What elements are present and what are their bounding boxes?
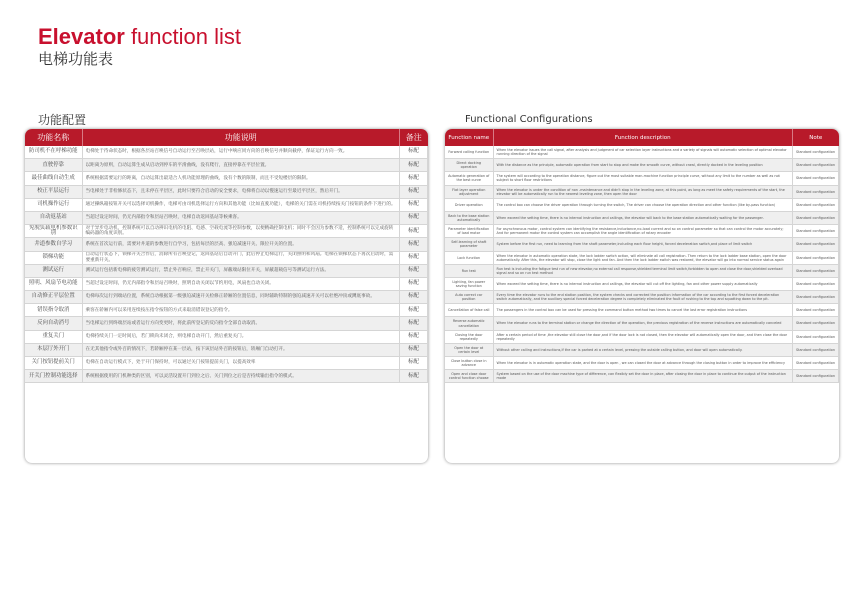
right-table-header-row	[445, 129, 839, 146]
function-description-cell: Without other calling and instructions,If the car is parked at a certain level, pressing the outside calling button, and door will open automatically.	[493, 343, 793, 356]
function-name-cell: 本层厅外开门	[25, 343, 82, 356]
right-function-table-panel	[445, 129, 839, 463]
function-description-cell: 系统在首次运行前，需要对井道的参数进行自学习，包括每层的层高、强迫减速开关、限位开关的位置。	[82, 238, 400, 251]
note-cell: 标配	[400, 146, 428, 159]
note-cell: 标配	[400, 343, 428, 356]
table-row	[445, 172, 839, 185]
table-row	[25, 198, 428, 211]
function-name-cell: Run test	[445, 264, 493, 277]
note-cell: 标配	[400, 251, 428, 264]
note-cell: Standard configuration	[793, 185, 839, 198]
function-name-cell: Lock function	[445, 251, 493, 264]
function-description-cell: 乘客在轿厢内可以采用连续按压指令按钮的方式来取消错误登记的指令。	[82, 304, 400, 317]
function-name-cell: 最佳曲线自动生成	[25, 172, 82, 185]
right-function-table	[445, 129, 839, 383]
function-description-cell: 自动运行状态下，锁梯开关合作后，消除所有召唤登记，返回基站后自动开门，此后停止电梯运行，关闭照明和风扇。电梯在锁梯状态下再次启动时，需要重新开关。	[82, 251, 400, 264]
function-name-cell: 司机操作运行	[25, 198, 82, 211]
function-name-cell: 开关门控制功能选择	[25, 370, 82, 383]
function-name-cell: 反向自动消号	[25, 317, 82, 330]
function-name-cell: Close button close in advance	[445, 357, 493, 370]
table-row	[445, 277, 839, 290]
left-function-table	[25, 129, 428, 383]
function-description-cell: 在无其他指令或外召的情况下，若轿厢停在某一层站，按下该层站外召的按钮后，轿厢门自动打开。	[82, 343, 400, 356]
function-name-cell: Cancellation of false call	[445, 304, 493, 317]
note-cell: Standard configuration	[793, 172, 839, 185]
table-row	[445, 330, 839, 343]
function-description-cell: 电梯每次运行到端站位置，系统自动根据第一级强迫减速开关检修正轿厢的位置信息，同时辅助特制的强迫减速开关可以杜绝冲顶或蹲底事故。	[82, 291, 400, 304]
note-cell: 标配	[400, 185, 428, 198]
note-cell: Standard configuration	[793, 225, 839, 238]
note-cell: Standard configuration	[793, 330, 839, 343]
function-name-cell: 井道参数自学习	[25, 238, 82, 251]
right-header-desc: Function description	[493, 129, 793, 146]
function-description-cell: 系统根据使用的门机种类的区别，可以灵活设置开门到位之后、关门到位之后是否持续输出指令的模式。	[82, 370, 400, 383]
note-cell: 标配	[400, 238, 428, 251]
function-name-cell: Direct docking operation	[445, 159, 493, 172]
note-cell: Standard configuration	[793, 159, 839, 172]
function-description-cell: When the elevator issues the call signal, after analysis and judgment of car selection layer instructions and a variety of signals will automatic selection of optimal elevator running direction of the signal	[493, 146, 793, 159]
function-description-cell: Every time the elevator runs to the end station position, the system checks and corrected the position information of the car according to the first forced deceleration switch automatically, and the auxiliary special forced deceleration degree is completely eliminated the fault of rushing to the top and squatting down to the pit.	[493, 291, 793, 304]
function-name-cell: Driver operation	[445, 198, 493, 211]
function-name-cell: Auto correct car position	[445, 291, 493, 304]
function-description-cell: When the elevator is under the condition of non -maintenance and didn't stop in the leveling zone, at this point, as long as meet the safety requirements of the start, the elevator will be automatically run to the nearest leveling zone, then open the door	[493, 185, 793, 198]
note-cell: Standard configuration	[793, 370, 839, 383]
table-row	[445, 291, 839, 304]
function-name-cell: 直驶停靠	[25, 159, 82, 172]
right-header-note: Note	[793, 129, 839, 146]
function-description-cell: When exceed the setting time, there is no internal instruction and callings, the elevator will cut off the lighting, fan and other power supply automatically	[493, 277, 793, 290]
table-row	[445, 146, 839, 159]
function-name-cell: 关门按钮提前关门	[25, 357, 82, 370]
function-name-cell: Flat layer operation adjustment	[445, 185, 493, 198]
function-description-cell: 电梯处于待命状态时，根据各层站召唤信号自动运行至召唤层站，运行中响应同方向的召唤信号并顺向截停，保证运行方向一致。	[82, 146, 400, 159]
function-name-cell: 自动返基站	[25, 211, 82, 224]
table-row	[25, 159, 428, 172]
table-row	[25, 264, 428, 277]
function-description-cell: The passengers in the control box can be used for pressing the command button method two times to cancel the last error registration instructions	[493, 304, 793, 317]
function-name-cell: Automatic generation of the best curve	[445, 172, 493, 185]
table-row	[25, 146, 428, 159]
table-row	[445, 238, 839, 251]
table-row	[25, 317, 428, 330]
function-name-cell: 测试运行	[25, 264, 82, 277]
table-row	[445, 317, 839, 330]
right-header-name: Function name	[445, 129, 493, 146]
function-name-cell: Forward calling function	[445, 146, 493, 159]
function-name-cell: Open the door at certain level	[445, 343, 493, 356]
note-cell: Standard configuration	[793, 343, 839, 356]
table-row	[25, 330, 428, 343]
function-description-cell: 系统根据需要运行的距离，自动运算出最适合人机功能原理的曲线，没有个数的限制，而且不受短楼层的限制。	[82, 172, 400, 185]
note-cell: Standard configuration	[793, 251, 839, 264]
table-row	[25, 357, 428, 370]
note-cell: Standard configuration	[793, 317, 839, 330]
table-row	[445, 185, 839, 198]
page-title	[38, 24, 241, 50]
table-row	[445, 159, 839, 172]
function-name-cell: 锁梯功能	[25, 251, 82, 264]
function-name-cell: 防司机不在呼梯功能	[25, 146, 82, 159]
page-subtitle: 电梯功能表	[38, 50, 114, 68]
table-row	[445, 357, 839, 370]
table-row	[445, 264, 839, 277]
function-description-cell: The control box can choose the driver operation through turning the switch, The driver can choose the operation direction and other function (like by-pass function)	[493, 198, 793, 211]
table-row	[25, 211, 428, 224]
function-description-cell: System based on the use of the door machine type of difference, can flexibly set the door in place, after closing the door in place to continue the output of the instruction mode	[493, 370, 793, 383]
function-description-cell: For asynchronous motor, control system can identifying the resistance,inductance,no-load current and so on control parameter so that can control the motor accurately; And for permanent motor the control system can accomplish the angle identification of rotary encoder	[493, 225, 793, 238]
note-cell: 标配	[400, 277, 428, 290]
note-cell: Standard configuration	[793, 304, 839, 317]
function-name-cell: Parameter identification of load motor	[445, 225, 493, 238]
function-name-cell: 自动修正平层位置	[25, 291, 82, 304]
function-description-cell: When the elevator is in automatic operation state, and the door is open , we can closed the door at advance through the closing button in order to improve the efficiency	[493, 357, 793, 370]
note-cell: Standard configuration	[793, 264, 839, 277]
table-row	[25, 185, 428, 198]
table-row	[445, 370, 839, 383]
function-description-cell: 测试运行包括新电梯的疲劳测试运行，禁止外召响应，禁止开关门，屏蔽端站限位开关，屏蔽超载信号等测试运行方法。	[82, 264, 400, 277]
left-table-header-row	[25, 129, 428, 146]
note-cell: 标配	[400, 172, 428, 185]
function-description-cell: 电梯持续关门一定时间后，若门锁尚未闭合，则电梯自动开门，然后重复关门。	[82, 330, 400, 343]
function-description-cell: The system will according to the operation distance, figure out the most suitable man-machine function principle curve, without any limit to the number as well as not subject to short floor restrictions	[493, 172, 793, 185]
function-description-cell: 当电梯处于非检修状态下，且未停在平层区，此时只要符合启动的安全要求，电梯将自动以慢速运行至最近平层区，然后开门。	[82, 185, 400, 198]
table-row	[25, 251, 428, 264]
function-name-cell: Self-learning of shaft parameter	[445, 238, 493, 251]
note-cell: 标配	[400, 198, 428, 211]
function-description-cell: 当电梯运行到终端层站或者运行方向变更时，将此前所登记的反向指令全部自动取消。	[82, 317, 400, 330]
note-cell: 标配	[400, 317, 428, 330]
note-cell: 标配	[400, 159, 428, 172]
function-name-cell: Lighting, fan power saving function	[445, 277, 493, 290]
note-cell: Standard configuration	[793, 277, 839, 290]
table-row	[25, 172, 428, 185]
note-cell: Standard configuration	[793, 238, 839, 251]
right-section-title: Functional Configurations	[465, 114, 593, 125]
function-name-cell: 免脱负载电机参数识别	[25, 225, 82, 238]
function-description-cell: 当超过设定时间，仍无内部指令和层站召唤时，照明自动关闭以节约用电，风扇也自动关闭。	[82, 277, 400, 290]
note-cell: 标配	[400, 225, 428, 238]
function-description-cell: With the distance as the principle, automatic operation from start to stop and make the smooth curve, without crawl, directly docked in the leveling position	[493, 159, 793, 172]
table-row	[445, 211, 839, 224]
function-description-cell: Run test is including the fatigue test run of new elevator,no external call response,shielded terminal limit switch,forbidden to open and close the door,shielded overload signal and so on run test method	[493, 264, 793, 277]
function-description-cell: 电梯在自动运行模式下，处于开门保持时，可以通过关门按钮提前关门，以提高效率	[82, 357, 400, 370]
note-cell: Standard configuration	[793, 211, 839, 224]
page-title-bold: Elevator	[38, 24, 125, 49]
table-row	[25, 304, 428, 317]
function-description-cell: When exceed the setting time, there is no internal instruction and callings, the elevator will back to the base station automatically waiting for the passenger.	[493, 211, 793, 224]
function-name-cell: 校正平层运行	[25, 185, 82, 198]
function-name-cell: Back to the base station automatically	[445, 211, 493, 224]
table-row	[25, 343, 428, 356]
function-description-cell: System before the first run, need to learning from the shaft parameter,including each floor height, forced deceleration switch,and place of limit switch	[493, 238, 793, 251]
table-row	[25, 291, 428, 304]
function-description-cell: 以距离为原则，自动运算生成从启动到停车的平滑曲线，没有爬行，直接停靠在平层位置。	[82, 159, 400, 172]
note-cell: 标配	[400, 330, 428, 343]
function-name-cell: Open and close door control function choose	[445, 370, 493, 383]
table-row	[445, 251, 839, 264]
function-name-cell: Reverse automatic cancellation	[445, 317, 493, 330]
function-description-cell: 对于异步电动机，控制系统可以自动辨识电机的电阻、电感、空载电流等控制参数，以便精确控制电机；同时不会因为参数不适，控制系统可以完成旋转编码器的角度识别。	[82, 225, 400, 238]
page-title-rest: function list	[124, 24, 241, 49]
function-name-cell: 错误指令取消	[25, 304, 82, 317]
function-description-cell: After a certain period of time ,the elevator still close the door,and if the door lock is not closed, then the elevator will automatically open the door, and then close the door repeatedly	[493, 330, 793, 343]
table-row	[445, 198, 839, 211]
table-row	[25, 370, 428, 383]
note-cell: 标配	[400, 304, 428, 317]
left-section-title: 功能配置	[38, 113, 87, 127]
table-row	[445, 343, 839, 356]
function-description-cell: When the elevator in automatic operation state, the lock ladder switch action, will eliminate all call registration. Then return to the lock ladder base station, open the door automatically. After this, the elevator will stop, close the light and fan. And then the lock ladder switch was restored, the elevator will go into normal service status again	[493, 251, 793, 264]
left-header-desc: 功能说明	[82, 129, 400, 146]
left-function-table-panel	[25, 129, 428, 463]
note-cell: Standard configuration	[793, 291, 839, 304]
function-name-cell: 重复关门	[25, 330, 82, 343]
table-row	[25, 238, 428, 251]
note-cell: 标配	[400, 357, 428, 370]
table-row	[445, 304, 839, 317]
note-cell: 标配	[400, 211, 428, 224]
note-cell: Standard configuration	[793, 357, 839, 370]
function-description-cell: When the elevator runs to the terminal station or change the direction of the operation, the previous registration of the reverse instructions are automatically canceled	[493, 317, 793, 330]
table-row	[445, 225, 839, 238]
table-row	[25, 225, 428, 238]
function-name-cell: 照明、风扇节电功能	[25, 277, 82, 290]
note-cell: 标配	[400, 291, 428, 304]
left-header-name: 功能名称	[25, 129, 82, 146]
function-description-cell: 当超过设定时间，仍无内部指令和层站召唤时，电梯自动返回基站等候乘客。	[82, 211, 400, 224]
function-name-cell: Closing the door repeatedly	[445, 330, 493, 343]
note-cell: 标配	[400, 370, 428, 383]
left-header-note: 备注	[400, 129, 428, 146]
note-cell: Standard configuration	[793, 146, 839, 159]
note-cell: 标配	[400, 264, 428, 277]
table-row	[25, 277, 428, 290]
note-cell: Standard configuration	[793, 198, 839, 211]
function-description-cell: 通过操纵箱按钮开关可以选择司机操作，电梯可由司机选择运行方向和其他功能（比如直驶功能），电梯的关门需在司机持续按关门按钮的条件下进行的。	[82, 198, 400, 211]
